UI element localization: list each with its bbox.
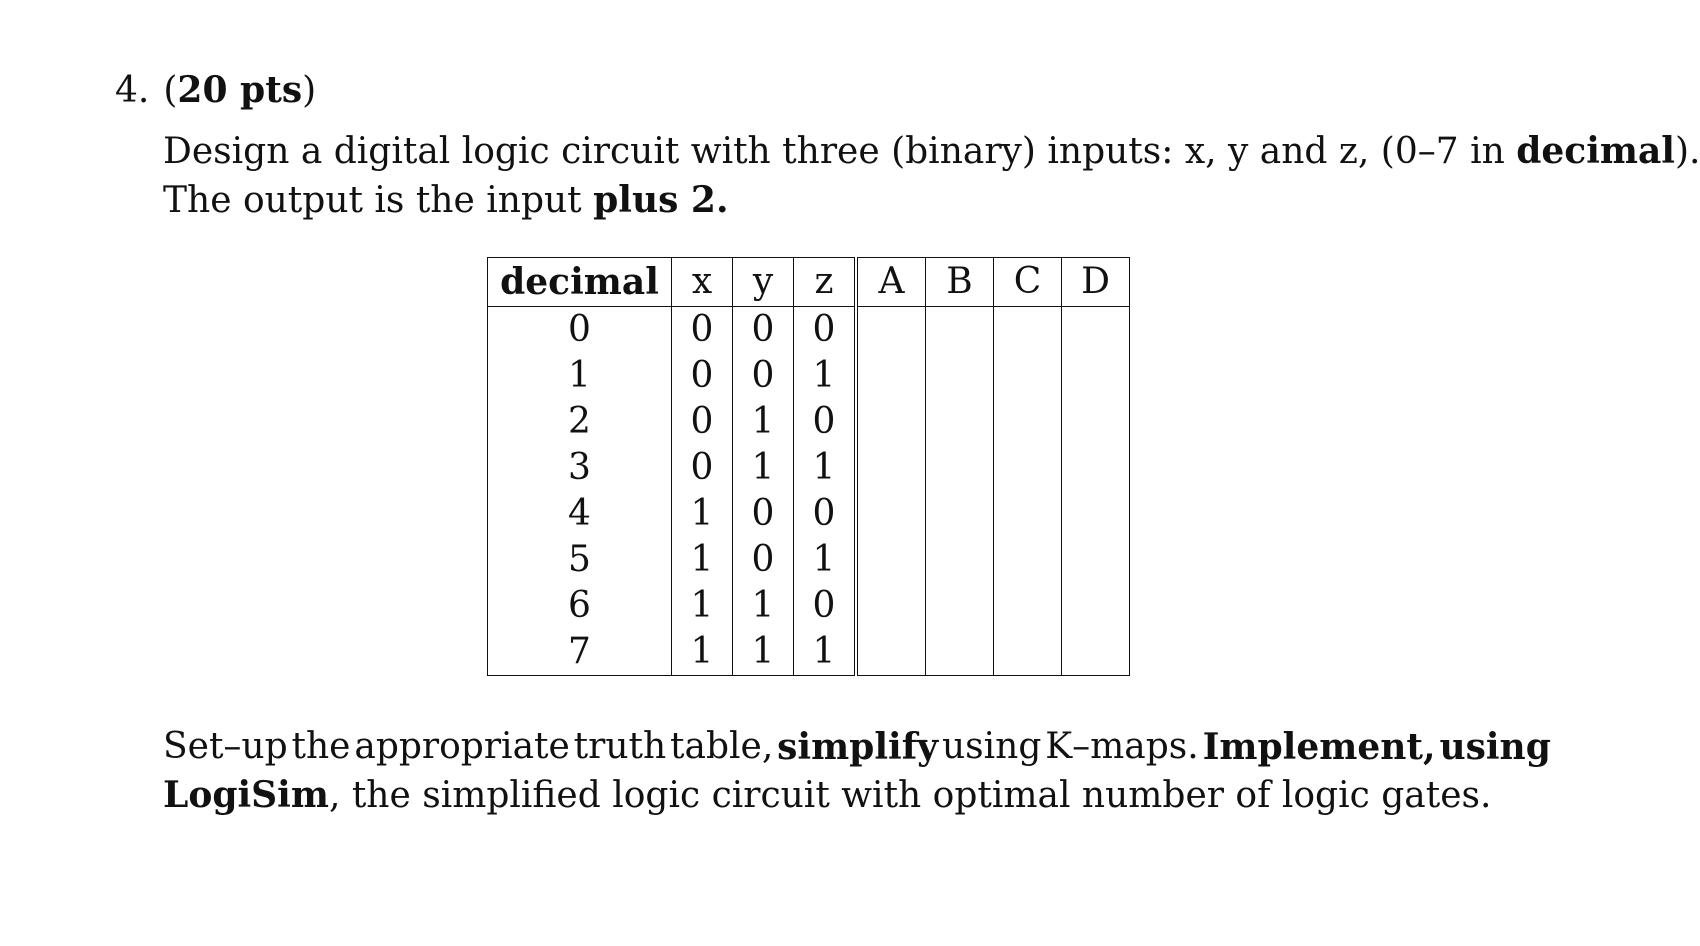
cell-B [926,353,994,399]
table-row [488,583,1130,629]
cell-D [1062,399,1130,445]
intro-emphasis-plus-2: plus 2. [593,179,729,221]
cell-A [856,583,926,629]
cell-x: 0 [672,445,733,491]
cell-x: 1 [672,537,733,583]
cell-D [1062,583,1130,629]
problem-number: 4. [115,70,150,111]
table-row [488,629,1130,676]
table-row [488,445,1130,491]
points-open: ( [163,70,178,111]
header-D: D [1062,258,1130,307]
header-B: B [926,258,994,307]
cell-z: 1 [794,445,857,491]
cell-C [994,307,1062,354]
cell-z: 1 [794,629,857,676]
header-C: C [994,258,1062,307]
header-A: A [856,258,926,307]
cell-y: 1 [733,445,794,491]
instr-emphasis-simplify: simplify [777,726,939,768]
cell-decimal: 1 [568,355,591,396]
cell-z: 0 [794,399,857,445]
cell-C [994,537,1062,583]
cell-B [926,399,994,445]
cell-z: 0 [794,583,857,629]
cell-x: 0 [672,307,733,354]
cell-y: 0 [733,307,794,354]
cell-decimal: 6 [568,585,591,626]
header-z: z [794,258,857,307]
cell-z: 0 [794,491,857,537]
cell-decimal: 2 [568,401,591,442]
cell-D [1062,445,1130,491]
cell-C [994,629,1062,676]
instr-emphasis-implement: Implement, [1202,726,1436,768]
instructions-line-1 [163,723,1551,771]
problem-intro [163,127,1700,225]
table-row [488,307,1130,354]
cell-D [1062,307,1130,354]
cell-x: 1 [672,629,733,676]
cell-y: 1 [733,583,794,629]
intro-text: Design a digital logic circuit with three (binary) inputs: x, y and z, (0–7 in [163,131,1517,172]
points-close: ) [302,70,317,111]
table-header-row [488,258,1130,307]
cell-A [856,307,926,354]
intro-text: ). [1674,131,1700,172]
cell-B [926,629,994,676]
instr-emphasis-logisim: LogiSim [163,774,329,816]
instructions-line-2 [163,771,1551,820]
problem-points: 20 pts [177,69,303,111]
truth-table [487,257,1130,676]
cell-A [856,445,926,491]
cell-x: 1 [672,583,733,629]
cell-A [856,399,926,445]
cell-decimal: 4 [568,493,591,534]
cell-D [1062,353,1130,399]
instr-word: K–maps. [1045,726,1199,767]
header-x: x [672,258,733,307]
cell-C [994,399,1062,445]
cell-z: 1 [794,353,857,399]
cell-x: 0 [672,399,733,445]
cell-B [926,445,994,491]
instr-emphasis-using: using [1439,726,1551,768]
cell-decimal: 5 [568,539,591,580]
intro-text: The output is the input [163,180,594,221]
cell-y: 0 [733,353,794,399]
cell-B [926,491,994,537]
cell-C [994,491,1062,537]
intro-line-2 [163,176,1551,225]
cell-y: 0 [733,491,794,537]
cell-z: 0 [794,307,857,354]
cell-A [856,629,926,676]
cell-decimal: 0 [568,309,591,350]
cell-D [1062,629,1130,676]
problem-instructions [163,723,1551,820]
cell-C [994,583,1062,629]
cell-x: 0 [672,353,733,399]
instr-word: the [291,726,351,767]
cell-A [856,353,926,399]
instr-word: using [941,726,1042,767]
cell-x: 1 [672,491,733,537]
instr-word: table, [670,726,774,767]
table-row [488,491,1130,537]
cell-decimal: 7 [568,631,591,672]
cell-B [926,583,994,629]
instr-text: , the simplified logic circuit with optimal number of logic gates. [328,775,1492,816]
cell-decimal: 3 [568,447,591,488]
problem-header [115,66,316,115]
header-decimal: decimal [488,258,672,307]
cell-D [1062,491,1130,537]
cell-z: 1 [794,537,857,583]
cell-A [856,491,926,537]
cell-y: 1 [733,399,794,445]
cell-y: 1 [733,629,794,676]
instr-word: truth [573,726,667,767]
table-row [488,537,1130,583]
cell-C [994,445,1062,491]
table-row [488,399,1130,445]
cell-C [994,353,1062,399]
cell-y: 0 [733,537,794,583]
table-row [488,353,1130,399]
intro-line-1 [163,127,1700,176]
intro-emphasis-decimal: decimal [1516,130,1675,172]
instr-word: Set–up [163,726,288,767]
cell-A [856,537,926,583]
cell-B [926,307,994,354]
cell-B [926,537,994,583]
cell-D [1062,537,1130,583]
instr-word: appropriate [354,726,570,767]
header-y: y [733,258,794,307]
